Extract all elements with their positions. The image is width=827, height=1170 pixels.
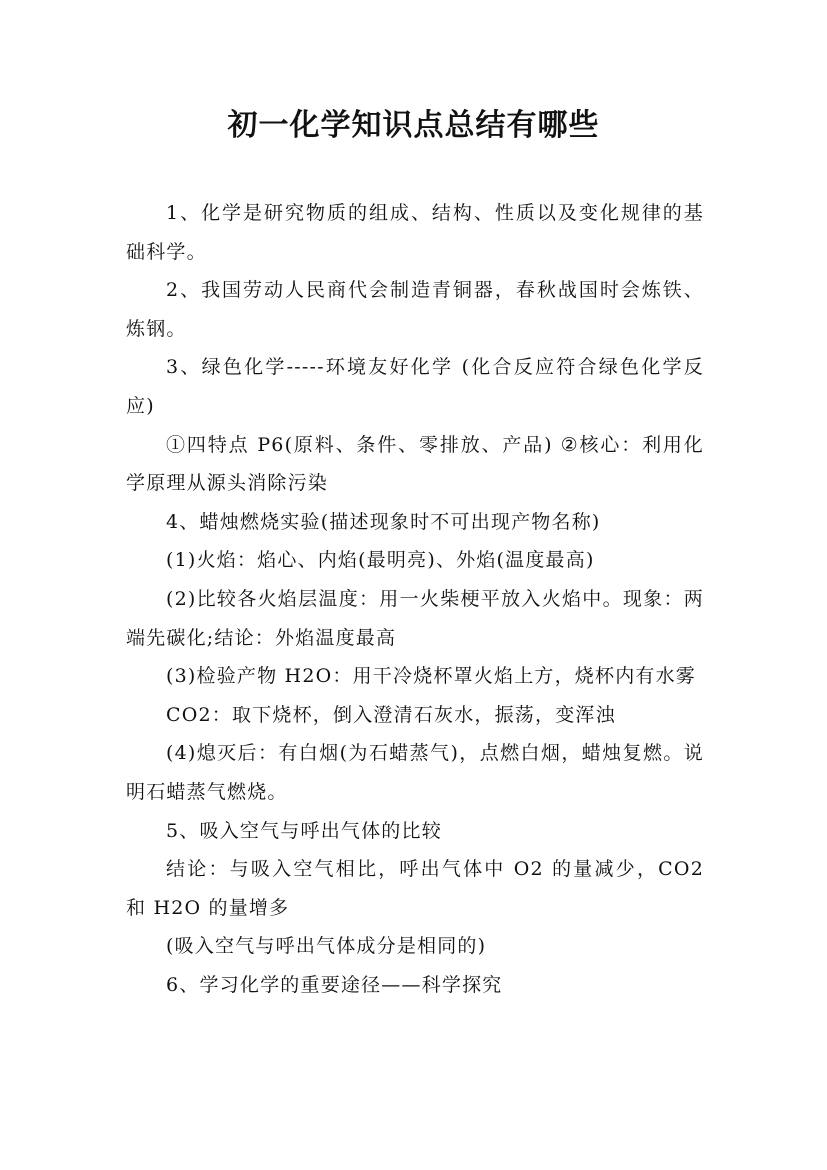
document-body	[126, 194, 704, 1004]
paragraph-4: ①四特点 P6(原料、条件、零排放、产品) ②核心：利用化学原理从源头消除污染	[126, 433, 704, 495]
paragraph-7: (2)比较各火焰层温度：用一火柴梗平放入火焰中。现象：两端先碳化;结论：外焰温度最高	[126, 587, 704, 649]
paragraph-5: 4、蜡烛燃烧实验(描述现象时不可出现产物名称)	[166, 510, 601, 533]
paragraph-8: (3)检验产物 H2O：用干冷烧杯罩火焰上方，烧杯内有水雾	[166, 665, 696, 688]
paragraph-13: (吸入空气与呼出气体成分是相同的)	[166, 935, 487, 958]
document-title: 初一化学知识点总结有哪些	[227, 108, 600, 143]
paragraph-1: 1、化学是研究物质的组成、结构、性质以及变化规律的基础科学。	[126, 202, 704, 263]
paragraph-11: 5、吸入空气与呼出气体的比较	[166, 819, 442, 842]
paragraph-9: CO2：取下烧杯，倒入澄清石灰水，振荡，变浑浊	[166, 703, 616, 726]
paragraph-2: 2、我国劳动人民商代会制造青铜器，春秋战国时会炼铁、炼钢。	[126, 279, 704, 340]
paragraph-14: 6、学习化学的重要途径——科学探究	[166, 973, 503, 996]
paragraph-6: (1)火焰：焰心、内焰(最明亮)、外焰(温度最高)	[166, 549, 595, 572]
paragraph-12: 结论：与吸入空气相比，呼出气体中 O2 的量减少，CO2 和 H2O 的量增多	[126, 858, 704, 919]
paragraph-3: 3、绿色化学-----环境友好化学 (化合反应符合绿色化学反应)	[126, 356, 704, 417]
paragraph-10: (4)熄灭后：有白烟(为石蜡蒸气)，点燃白烟，蜡烛复燃。说明石蜡蒸气燃烧。	[126, 742, 704, 803]
